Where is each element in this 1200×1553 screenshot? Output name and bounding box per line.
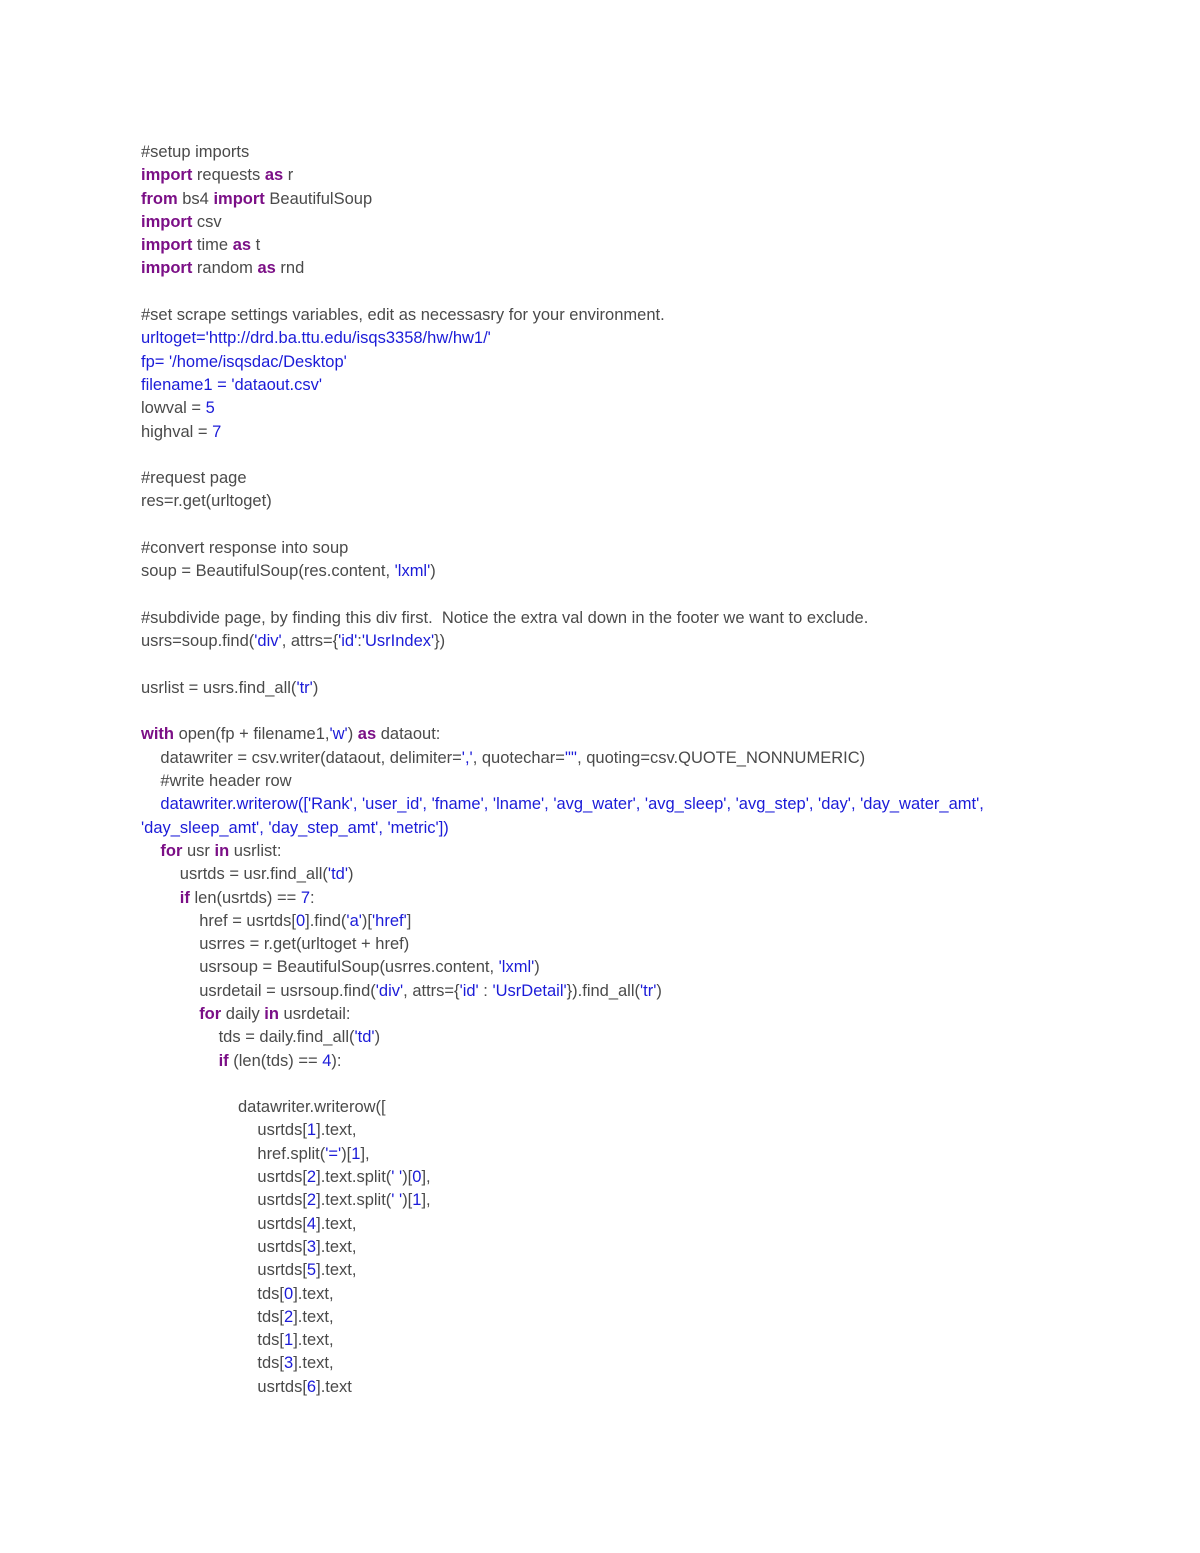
code-line bbox=[141, 677, 1141, 700]
code-line bbox=[141, 257, 1141, 280]
code-token-txt: datawriter = csv.writer(dataout, delimiter= bbox=[160, 748, 462, 767]
code-token-str: '=' bbox=[325, 1144, 342, 1163]
code-token-txt: usrs=soup.find( bbox=[141, 632, 255, 651]
code-token-str: 'id' bbox=[338, 632, 358, 651]
code-token-str: 'href' bbox=[372, 911, 407, 930]
code-token-txt: ) bbox=[656, 981, 662, 1000]
code-token-txt: tds[ bbox=[257, 1284, 284, 1303]
code-token-txt: time bbox=[192, 236, 233, 255]
code-token-num: 7 bbox=[300, 888, 311, 907]
code-line bbox=[141, 1376, 1141, 1399]
code-token-txt: tds = daily.find_all( bbox=[218, 1028, 355, 1047]
code-line bbox=[141, 1189, 1141, 1212]
code-token-str: '/home/isqsdac/Desktop' bbox=[168, 352, 347, 371]
code-token-txt: soup = BeautifulSoup(res.content, bbox=[141, 562, 395, 581]
code-token-num: 0 bbox=[412, 1168, 422, 1187]
code-token-num: 5 bbox=[306, 1261, 317, 1280]
code-line bbox=[141, 1283, 1141, 1306]
code-token-txt: ], bbox=[360, 1144, 370, 1163]
code-token-str: ' ' bbox=[391, 1168, 403, 1187]
code-token-txt: ] bbox=[406, 911, 412, 930]
code-token-str: '"' bbox=[564, 748, 578, 767]
code-token-txt: BeautifulSoup bbox=[264, 189, 373, 208]
code-line bbox=[141, 747, 1141, 770]
code-token-str: 'tr' bbox=[640, 981, 657, 1000]
code-token-txt: ) bbox=[347, 725, 358, 744]
code-token-txt: ].text.split( bbox=[316, 1191, 392, 1210]
code-line bbox=[141, 467, 1141, 490]
code-token-txt: }).find_all( bbox=[566, 981, 641, 1000]
code-token-txt: : bbox=[478, 981, 493, 1000]
code-line bbox=[141, 1236, 1141, 1259]
code-token-txt: usrtds[ bbox=[257, 1191, 307, 1210]
code-token-txt: (len(tds) == bbox=[228, 1051, 323, 1070]
code-token-str: 'div' bbox=[375, 981, 404, 1000]
code-line bbox=[141, 1143, 1141, 1166]
code-token-kw: if bbox=[218, 1051, 229, 1070]
code-token-txt: rnd bbox=[275, 259, 305, 278]
code-line bbox=[141, 1352, 1141, 1375]
code-line bbox=[141, 793, 1141, 816]
code-token-kw: if bbox=[179, 888, 190, 907]
code-token-num: 2 bbox=[284, 1307, 294, 1326]
code-token-str: 'lxml' bbox=[394, 562, 431, 581]
code-line bbox=[141, 956, 1141, 979]
code-token-kw: import bbox=[141, 166, 193, 185]
code-token-txt: len(usrtds) == bbox=[189, 888, 301, 907]
code-token-kw: as bbox=[257, 259, 276, 278]
code-token-str: 'day_sleep_amt', 'day_step_amt', 'metric' bbox=[141, 818, 439, 837]
code-token-str: 'dataout.csv' bbox=[231, 375, 323, 394]
code-token-txt: res=r.get(urltoget) bbox=[141, 492, 272, 511]
code-token-kw: as bbox=[232, 236, 252, 255]
code-token-kw: for bbox=[160, 841, 183, 860]
code-token-kw: import bbox=[141, 236, 193, 255]
code-token-txt: ].text, bbox=[293, 1284, 334, 1303]
code-line bbox=[141, 1213, 1141, 1236]
code-token-str: 'tr' bbox=[296, 678, 313, 697]
code-token-txt: }) bbox=[434, 632, 446, 651]
code-token-num: 1 bbox=[306, 1121, 317, 1140]
code-token-txt: ) bbox=[534, 958, 540, 977]
code-token-txt: csv bbox=[192, 212, 222, 231]
code-line bbox=[141, 444, 1141, 467]
code-token-txt: usrtds[ bbox=[257, 1168, 307, 1187]
code-line bbox=[141, 770, 1141, 793]
code-token-txt: t bbox=[251, 236, 261, 255]
code-line bbox=[141, 560, 1141, 583]
code-token-txt: )[ bbox=[361, 911, 372, 930]
code-line bbox=[141, 490, 1141, 513]
code-token-txt: ) bbox=[347, 865, 354, 884]
code-token-txt: ) bbox=[430, 562, 436, 581]
code-line bbox=[141, 1306, 1141, 1329]
code-token-txt: usrlist = usrs.find_all( bbox=[141, 678, 297, 697]
code-token-num: 3 bbox=[306, 1237, 317, 1256]
code-token-cmt: #setup imports bbox=[141, 143, 250, 161]
code-token-cmt: #subdivide page, by finding this div first. Notice the extra val down in the footer we want to exclude. bbox=[141, 608, 869, 627]
code-line bbox=[141, 327, 1141, 350]
code-token-kw: for bbox=[199, 1004, 222, 1023]
code-token-num: 4 bbox=[306, 1214, 317, 1233]
code-token-txt: ], bbox=[421, 1191, 431, 1210]
code-token-txt: usrtds[ bbox=[257, 1261, 307, 1280]
code-token-num: 2 bbox=[306, 1168, 317, 1187]
code-line bbox=[141, 164, 1141, 187]
code-token-txt: , attrs={ bbox=[281, 632, 339, 651]
code-token-txt: ].text bbox=[316, 1377, 352, 1396]
code-token-txt: r bbox=[283, 166, 294, 185]
code-token-def: filename1 = bbox=[141, 375, 232, 394]
code-line bbox=[141, 351, 1141, 374]
code-line bbox=[141, 1329, 1141, 1352]
code-token-txt: bs4 bbox=[177, 189, 214, 208]
code-token-txt: ].text.split( bbox=[316, 1168, 392, 1187]
code-token-num: 5 bbox=[205, 399, 215, 418]
code-line bbox=[141, 723, 1141, 746]
code-line bbox=[141, 980, 1141, 1003]
code-token-txt: open(fp + filename1, bbox=[174, 725, 330, 744]
code-line bbox=[141, 654, 1141, 677]
code-line bbox=[141, 514, 1141, 537]
code-line bbox=[141, 1073, 1141, 1096]
code-line bbox=[141, 281, 1141, 304]
code-token-str: 'UsrDetail' bbox=[492, 981, 567, 1000]
code-token-txt: ].text, bbox=[316, 1214, 357, 1233]
code-line bbox=[141, 840, 1141, 863]
code-line bbox=[141, 863, 1141, 886]
code-token-str: ' ' bbox=[391, 1191, 403, 1210]
code-token-cmt: #set scrape settings variables, edit as necessasry for your environment. bbox=[141, 306, 665, 325]
code-token-txt: datawriter.writerow([ bbox=[238, 1098, 386, 1117]
code-token-txt: ].find( bbox=[305, 911, 347, 930]
code-line bbox=[141, 584, 1141, 607]
code-token-kw: in bbox=[214, 841, 230, 860]
code-token-str: 'a' bbox=[346, 911, 362, 930]
code-line bbox=[141, 421, 1141, 444]
code-token-num: 3 bbox=[284, 1354, 294, 1373]
code-token-kw: import bbox=[141, 212, 193, 231]
code-token-num: 0 bbox=[284, 1284, 294, 1303]
code-token-str: 'id' bbox=[459, 981, 479, 1000]
code-token-str: ',' bbox=[461, 748, 473, 767]
code-token-txt: , quotechar= bbox=[472, 748, 565, 767]
code-token-def: fp= bbox=[141, 352, 169, 371]
code-token-txt: ) bbox=[374, 1028, 381, 1047]
code-listing bbox=[141, 141, 1141, 1399]
code-token-num: 7 bbox=[212, 422, 222, 441]
code-token-str: 'div' bbox=[254, 632, 282, 651]
code-token-txt: usrtds = usr.find_all( bbox=[179, 865, 328, 884]
code-token-txt: highval = bbox=[141, 422, 213, 441]
code-line bbox=[141, 817, 1141, 840]
code-token-num: 4 bbox=[322, 1051, 332, 1070]
code-token-txt: , quoting=csv.QUOTE_NONNUMERIC) bbox=[577, 748, 866, 767]
code-token-str: 'td' bbox=[327, 865, 348, 884]
code-token-txt: tds[ bbox=[257, 1307, 284, 1326]
code-line bbox=[141, 188, 1141, 211]
code-token-txt: tds[ bbox=[257, 1354, 284, 1373]
code-line bbox=[141, 910, 1141, 933]
code-token-txt: usr bbox=[182, 841, 215, 860]
code-token-kw: with bbox=[141, 725, 174, 744]
code-token-num: 6 bbox=[306, 1377, 317, 1396]
code-line bbox=[141, 1119, 1141, 1142]
code-line bbox=[141, 211, 1141, 234]
code-token-num: 2 bbox=[306, 1191, 317, 1210]
code-line bbox=[141, 630, 1141, 653]
code-token-txt: usrres = r.get(urltoget + href) bbox=[199, 935, 410, 954]
code-token-kw: in bbox=[264, 1004, 279, 1023]
code-line bbox=[141, 607, 1141, 630]
code-token-txt: ].text, bbox=[293, 1307, 334, 1326]
code-line bbox=[141, 397, 1141, 420]
code-token-txt: ) bbox=[312, 678, 319, 697]
code-token-def: urltoget= bbox=[141, 329, 206, 348]
code-line bbox=[141, 234, 1141, 257]
code-token-txt: usrsoup = BeautifulSoup(usrres.content, bbox=[199, 958, 499, 977]
code-token-num: 1 bbox=[284, 1331, 294, 1350]
code-token-txt: dataout: bbox=[376, 725, 441, 744]
code-token-txt: href.split( bbox=[257, 1144, 326, 1163]
code-token-txt: : bbox=[310, 888, 315, 907]
code-line bbox=[141, 1166, 1141, 1189]
code-token-str: 'UsrIndex' bbox=[361, 632, 435, 651]
code-token-txt: )[ bbox=[402, 1168, 413, 1187]
code-token-txt: usrlist: bbox=[229, 841, 282, 860]
code-line bbox=[141, 933, 1141, 956]
code-token-txt: usrtds[ bbox=[257, 1237, 307, 1256]
code-line bbox=[141, 1026, 1141, 1049]
code-token-txt: ].text, bbox=[293, 1354, 334, 1373]
code-token-def: ]) bbox=[438, 818, 449, 837]
code-token-txt: , attrs={ bbox=[403, 981, 460, 1000]
code-token-txt: ].text, bbox=[316, 1237, 357, 1256]
code-token-txt: ].text, bbox=[316, 1121, 357, 1140]
code-token-str: 'lxml' bbox=[498, 958, 535, 977]
code-token-cmt: #convert response into soup bbox=[141, 539, 349, 558]
code-token-kw: from bbox=[141, 189, 178, 208]
code-token-txt: ): bbox=[331, 1051, 342, 1070]
code-line bbox=[141, 1096, 1141, 1119]
code-token-str: 'w' bbox=[329, 725, 348, 744]
code-line bbox=[141, 700, 1141, 723]
code-token-txt: tds[ bbox=[257, 1331, 284, 1350]
code-token-kw: import bbox=[141, 259, 193, 278]
code-token-str: 'Rank', 'user_id', 'fname', 'lname', 'avg_water', 'avg_sleep', 'avg_step', 'day', 'day_water_amt', bbox=[308, 795, 984, 814]
code-token-txt: )[ bbox=[341, 1144, 352, 1163]
code-token-kw: as bbox=[357, 725, 377, 744]
code-token-txt: ].text, bbox=[293, 1331, 334, 1350]
code-line bbox=[141, 141, 1141, 164]
code-token-txt: href = usrtds[ bbox=[199, 911, 296, 930]
code-line bbox=[141, 1003, 1141, 1026]
code-line bbox=[141, 374, 1141, 397]
code-token-def: datawriter.writerow([ bbox=[160, 795, 309, 814]
code-token-txt: usrtds[ bbox=[257, 1377, 307, 1396]
code-line bbox=[141, 537, 1141, 560]
code-token-txt: usrtds[ bbox=[257, 1121, 307, 1140]
code-token-str: 'http://drd.ba.ttu.edu/isqs3358/hw/hw1/' bbox=[205, 329, 491, 348]
code-token-num: 1 bbox=[412, 1191, 422, 1210]
code-token-txt: ].text, bbox=[316, 1261, 357, 1280]
code-token-txt: ], bbox=[421, 1168, 431, 1187]
code-line bbox=[141, 1259, 1141, 1282]
code-token-txt: requests bbox=[192, 166, 265, 185]
code-token-txt: usrdetail: bbox=[278, 1004, 351, 1023]
code-token-kw: as bbox=[264, 166, 284, 185]
code-token-txt: : bbox=[357, 632, 362, 651]
code-line bbox=[141, 304, 1141, 327]
code-line bbox=[141, 1050, 1141, 1073]
code-line bbox=[141, 887, 1141, 910]
code-token-txt: usrdetail = usrsoup.find( bbox=[199, 981, 376, 1000]
code-token-cmt: #request page bbox=[141, 469, 247, 488]
code-token-num: 0 bbox=[295, 911, 306, 930]
code-token-txt: usrtds[ bbox=[257, 1214, 307, 1233]
code-token-txt: random bbox=[192, 259, 258, 278]
code-token-str: 'td' bbox=[354, 1028, 375, 1047]
code-token-kw: import bbox=[213, 189, 265, 208]
code-token-cmt: #write header row bbox=[160, 772, 292, 791]
code-token-num: 1 bbox=[351, 1144, 361, 1163]
code-token-txt: daily bbox=[221, 1004, 265, 1023]
code-token-txt: )[ bbox=[402, 1191, 413, 1210]
code-token-txt: lowval = bbox=[141, 399, 206, 418]
